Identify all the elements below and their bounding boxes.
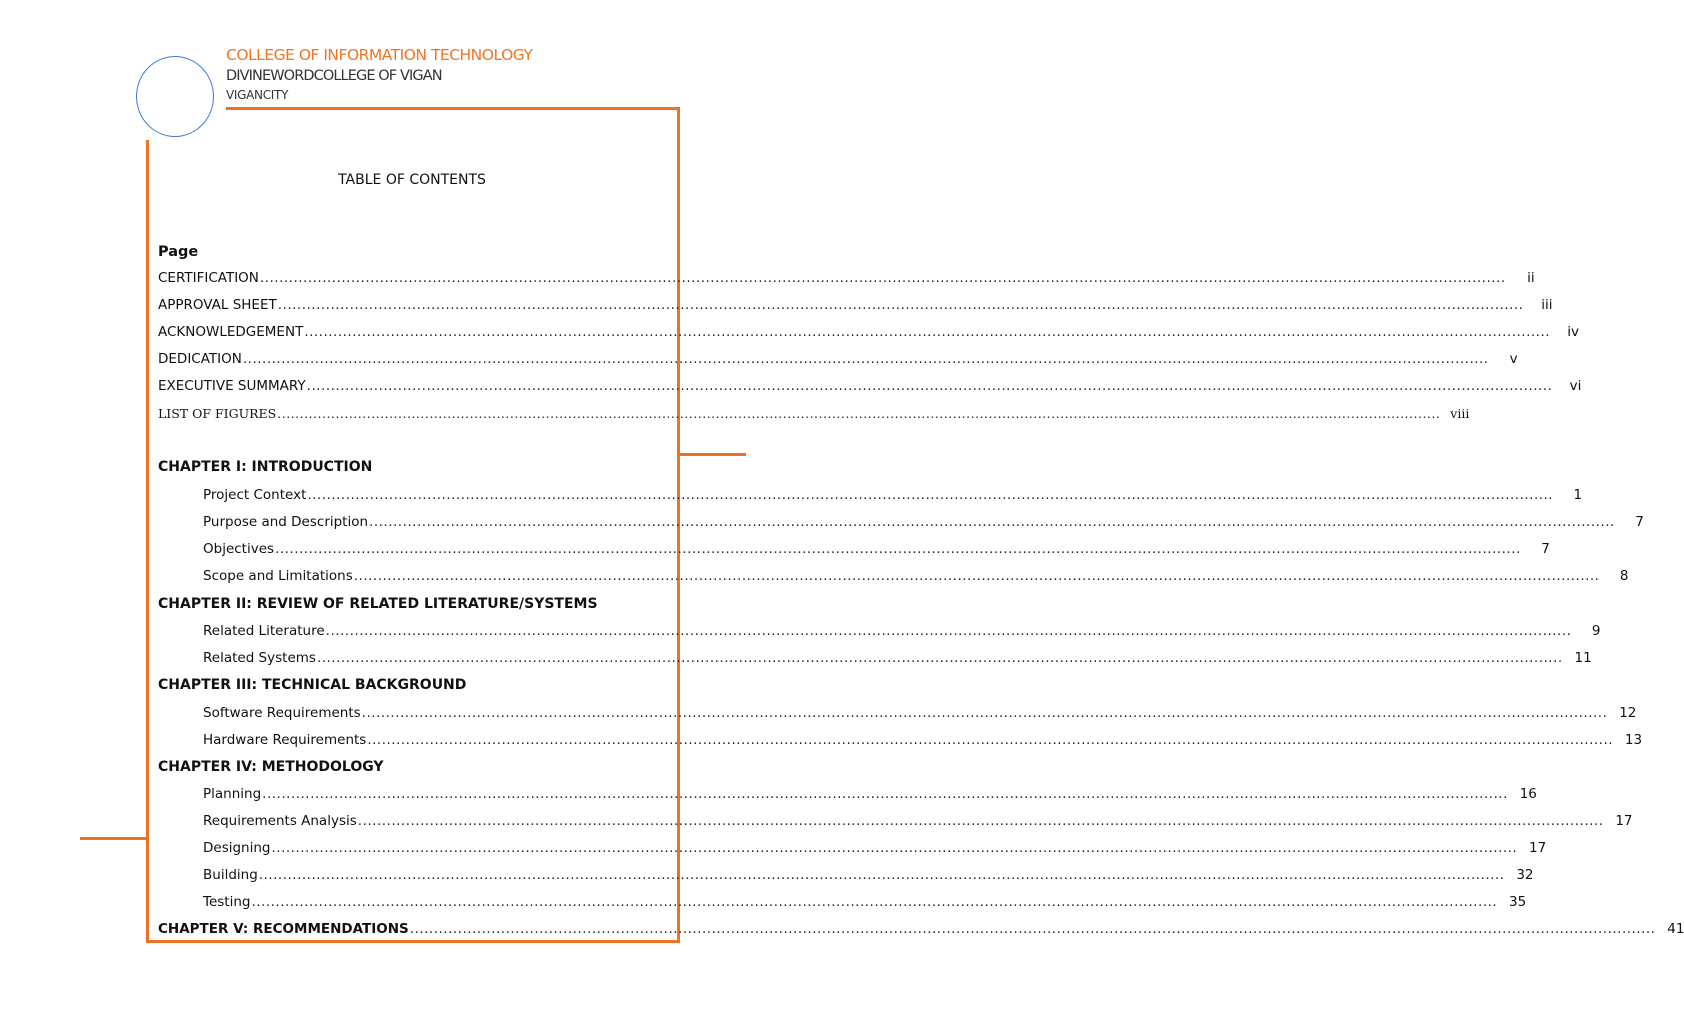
border-left (146, 140, 149, 943)
dot-leader: .................................................................................................................................................................................................................................................................... (361, 705, 1608, 721)
entry-page-number: 16 (1519, 786, 1537, 802)
section-entry (203, 894, 1527, 914)
toc-entry (158, 270, 1535, 290)
chapter-heading: CHAPTER IV: METHODOLOGY (158, 759, 384, 775)
entry-label: Designing (203, 840, 271, 856)
dot-leader: .................................................................................................................................................................................................................................................................... (369, 514, 1615, 530)
entry-label: Planning (203, 786, 262, 802)
entry-page-number: 11 (1574, 650, 1592, 666)
logo-circle (136, 56, 214, 137)
dot-leader: .................................................................................................................................................................................................................................................................... (277, 297, 1524, 313)
toc-entry (158, 324, 1580, 344)
section-entry (203, 786, 1537, 806)
entry-page-number: viii (1450, 406, 1470, 421)
dot-leader: .................................................................................................................................................................................................................................................................... (306, 378, 1553, 394)
chapter-heading: CHAPTER II: REVIEW OF RELATED LITERATURE/SYSTEMS (158, 596, 598, 612)
dot-leader: .................................................................................................................................................................................................................................................................... (242, 351, 1489, 367)
entry-label: Related Systems (203, 650, 316, 666)
dot-leader: .................................................................................................................................................................................................................................................................... (251, 894, 1498, 910)
entry-label: LIST OF FIGURES (158, 406, 277, 421)
dot-leader: .................................................................................................................................................................................................................................................................... (262, 786, 1508, 802)
section-entry (203, 514, 1644, 534)
dot-leader: .................................................................................................................................................................................................................................................................... (304, 324, 1551, 340)
entry-label: Requirements Analysis (203, 813, 357, 829)
dot-leader: .................................................................................................................................................................................................................................................................... (367, 732, 1614, 748)
entry-page-number: 41 (1667, 921, 1684, 937)
toc-entry (158, 406, 1470, 426)
dot-leader: .................................................................................................................................................................................................................................................................... (271, 840, 1518, 856)
entry-label: Software Requirements (203, 705, 361, 721)
college-name: COLLEGE OF INFORMATION TECHNOLOGY (226, 46, 533, 64)
dot-leader: .................................................................................................................................................................................................................................................................... (316, 650, 1563, 666)
entry-label: APPROVAL SHEET (158, 297, 277, 313)
section-entry (203, 623, 1601, 643)
toc-entry (158, 351, 1518, 371)
border-right-tick (677, 453, 746, 456)
entry-label: Related Literature (203, 623, 325, 639)
page-title: TABLE OF CONTENTS (338, 172, 486, 188)
section-entry (203, 541, 1550, 561)
section-entry (203, 705, 1637, 725)
entry-label: Scope and Limitations (203, 568, 353, 584)
entry-label: Building (203, 867, 258, 883)
dot-leader: .................................................................................................................................................................................................................................................................... (259, 270, 1506, 286)
entry-page-number: v (1509, 351, 1518, 367)
school-name: DIVINEWORDCOLLEGE OF VIGAN (226, 68, 442, 84)
dot-leader: .................................................................................................................................................................................................................................................................... (353, 568, 1600, 584)
entry-label: DEDICATION (158, 351, 242, 367)
toc-entry (158, 297, 1553, 317)
entry-page-number: ii (1527, 270, 1535, 286)
section-entry (203, 732, 1643, 752)
entry-label: ACKNOWLEDGEMENT (158, 324, 304, 340)
dot-leader: .................................................................................................................................................................................................................................................................... (277, 406, 1441, 421)
entry-page-number: 17 (1615, 813, 1633, 829)
entry-page-number: 35 (1509, 894, 1527, 910)
entry-label: Hardware Requirements (203, 732, 367, 748)
dot-leader: .................................................................................................................................................................................................................................................................... (357, 813, 1604, 829)
entry-label: Purpose and Description (203, 514, 369, 530)
entry-page-number: 13 (1624, 732, 1643, 748)
chapter-entry (158, 921, 1684, 941)
city-name: VIGANCITY (226, 88, 289, 102)
section-entry (203, 813, 1633, 833)
chapter-heading: CHAPTER I: INTRODUCTION (158, 459, 373, 475)
section-entry (203, 568, 1629, 588)
section-entry (203, 867, 1534, 887)
entry-page-number: 1 (1573, 487, 1583, 503)
entry-page-number: 7 (1635, 514, 1644, 530)
entry-label: EXECUTIVE SUMMARY (158, 378, 306, 394)
dot-leader: .................................................................................................................................................................................................................................................................... (275, 541, 1521, 557)
entry-page-number: 17 (1529, 840, 1547, 856)
entry-label: Project Context (203, 487, 307, 503)
section-entry (203, 487, 1583, 507)
section-entry (203, 650, 1592, 670)
entry-page-number: 32 (1516, 867, 1534, 883)
dot-leader: .................................................................................................................................................................................................................................................................... (325, 623, 1572, 639)
entry-page-number: 7 (1541, 541, 1550, 557)
entry-page-number: 8 (1619, 568, 1629, 584)
entry-label: CHAPTER V: RECOMMENDATIONS (158, 921, 409, 937)
entry-page-number: vi (1569, 378, 1582, 394)
entry-page-number: iii (1541, 297, 1553, 313)
dot-leader: .................................................................................................................................................................................................................................................................... (307, 487, 1554, 503)
page-column-label: Page (158, 244, 199, 260)
entry-page-number: iv (1567, 324, 1580, 340)
dot-leader: .................................................................................................................................................................................................................................................................... (409, 921, 1656, 937)
section-entry (203, 840, 1547, 860)
toc-entry (158, 378, 1582, 398)
border-left-tick (80, 837, 149, 840)
entry-page-number: 9 (1591, 623, 1601, 639)
entry-label: Objectives (203, 541, 275, 557)
entry-label: CERTIFICATION (158, 270, 259, 286)
chapter-heading: CHAPTER III: TECHNICAL BACKGROUND (158, 677, 467, 693)
entry-label: Testing (203, 894, 251, 910)
dot-leader: .................................................................................................................................................................................................................................................................... (258, 867, 1505, 883)
border-top (226, 107, 680, 110)
entry-page-number: 12 (1619, 705, 1637, 721)
